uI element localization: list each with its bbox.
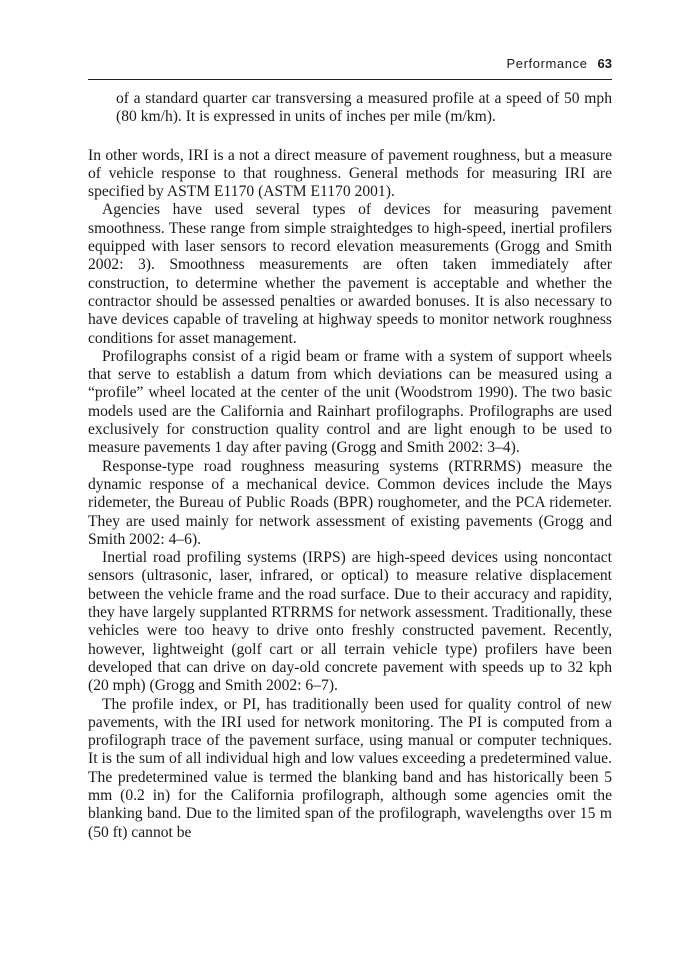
page-number: 63 — [597, 56, 612, 71]
paragraph-iri-definition: In other words, IRI is a not a direct measure of pavement roughness, but a measure of vehicle response to that roughness. General methods for measuring IRI are specified by ASTM E1170 (ASTM E1170 2001). — [88, 146, 612, 201]
header-rule — [88, 79, 612, 80]
block-quote: of a standard quarter car transversing a measured profile at a speed of 50 mph (80 km/h). It is expressed in units of inches per mile (m/km). — [116, 90, 612, 126]
section-title: Performance — [506, 56, 588, 71]
body-text — [88, 90, 612, 842]
paragraph-irps: Inertial road profiling systems (IRPS) are high-speed devices using noncontact sensors (ultrasonic, laser, infrared, or optical) to measure relative displacement between the vehicle frame and the road surface. Due to their accuracy and rapidity, they have largely supplanted RTRRMS for network assessment. Traditionally, these vehicles were too heavy to drive onto freshly constructed pavement. Recently, however, lightweight (golf cart or all terrain vehicle type) profilers have been developed that can drive on day-old concrete pavement with speeds up to 32 kph (20 mph) (Grogg and Smith 2002: 6–7). — [88, 549, 612, 695]
running-head — [88, 56, 612, 76]
paragraph-profile-index: The profile index, or PI, has traditionally been used for quality control of new pavements, with the IRI used for network monitoring. The PI is computed from a profilograph trace of the pavement surface, using manual or computer techniques. It is the sum of all individual high and low values exceeding a predetermined value. The predetermined value is termed the blanking band and has historically been 5 mm (0.2 in) for the California profilograph, although some agencies omit the blanking band. Due to the limited span of the profilograph, wavelengths over 15 m (50 ft) cannot be — [88, 695, 612, 841]
quote-spacer — [88, 127, 612, 147]
paragraph-smoothness-devices: Agencies have used several types of devices for measuring pavement smoothness. These range from simple straightedges to high-speed, inertial profilers equipped with laser sensors to record elevation measurements (Grogg and Smith 2002: 3). Smoothness measurements are often taken immediately after construction, to determine whether the pavement is acceptable and whether the contractor should be assessed penalties or awarded bonuses. It is also necessary to have devices capable of traveling at highway speeds to monitor network roughness conditions for asset management. — [88, 201, 612, 347]
paragraph-rtrrms: Response-type road roughness measuring systems (RTRRMS) measure the dynamic response of a mechanical device. Common devices include the Mays ridemeter, the Bureau of Public Roads (BPR) roughometer, and the PCA ridemeter. They are used mainly for network assessment of existing pavements (Grogg and Smith 2002: 4–6). — [88, 457, 612, 548]
paragraph-profilographs: Profilographs consist of a rigid beam or frame with a system of support wheels that serve to establish a datum from which deviations can be measured using a “profile” wheel located at the center of the unit (Woodstrom 1990). The two basic models used are the California and Rainhart profilographs. Profilographs are used exclusively for construction quality control and are light enough to be used to measure pavements 1 day after paving (Grogg and Smith 2002: 3–4). — [88, 347, 612, 457]
